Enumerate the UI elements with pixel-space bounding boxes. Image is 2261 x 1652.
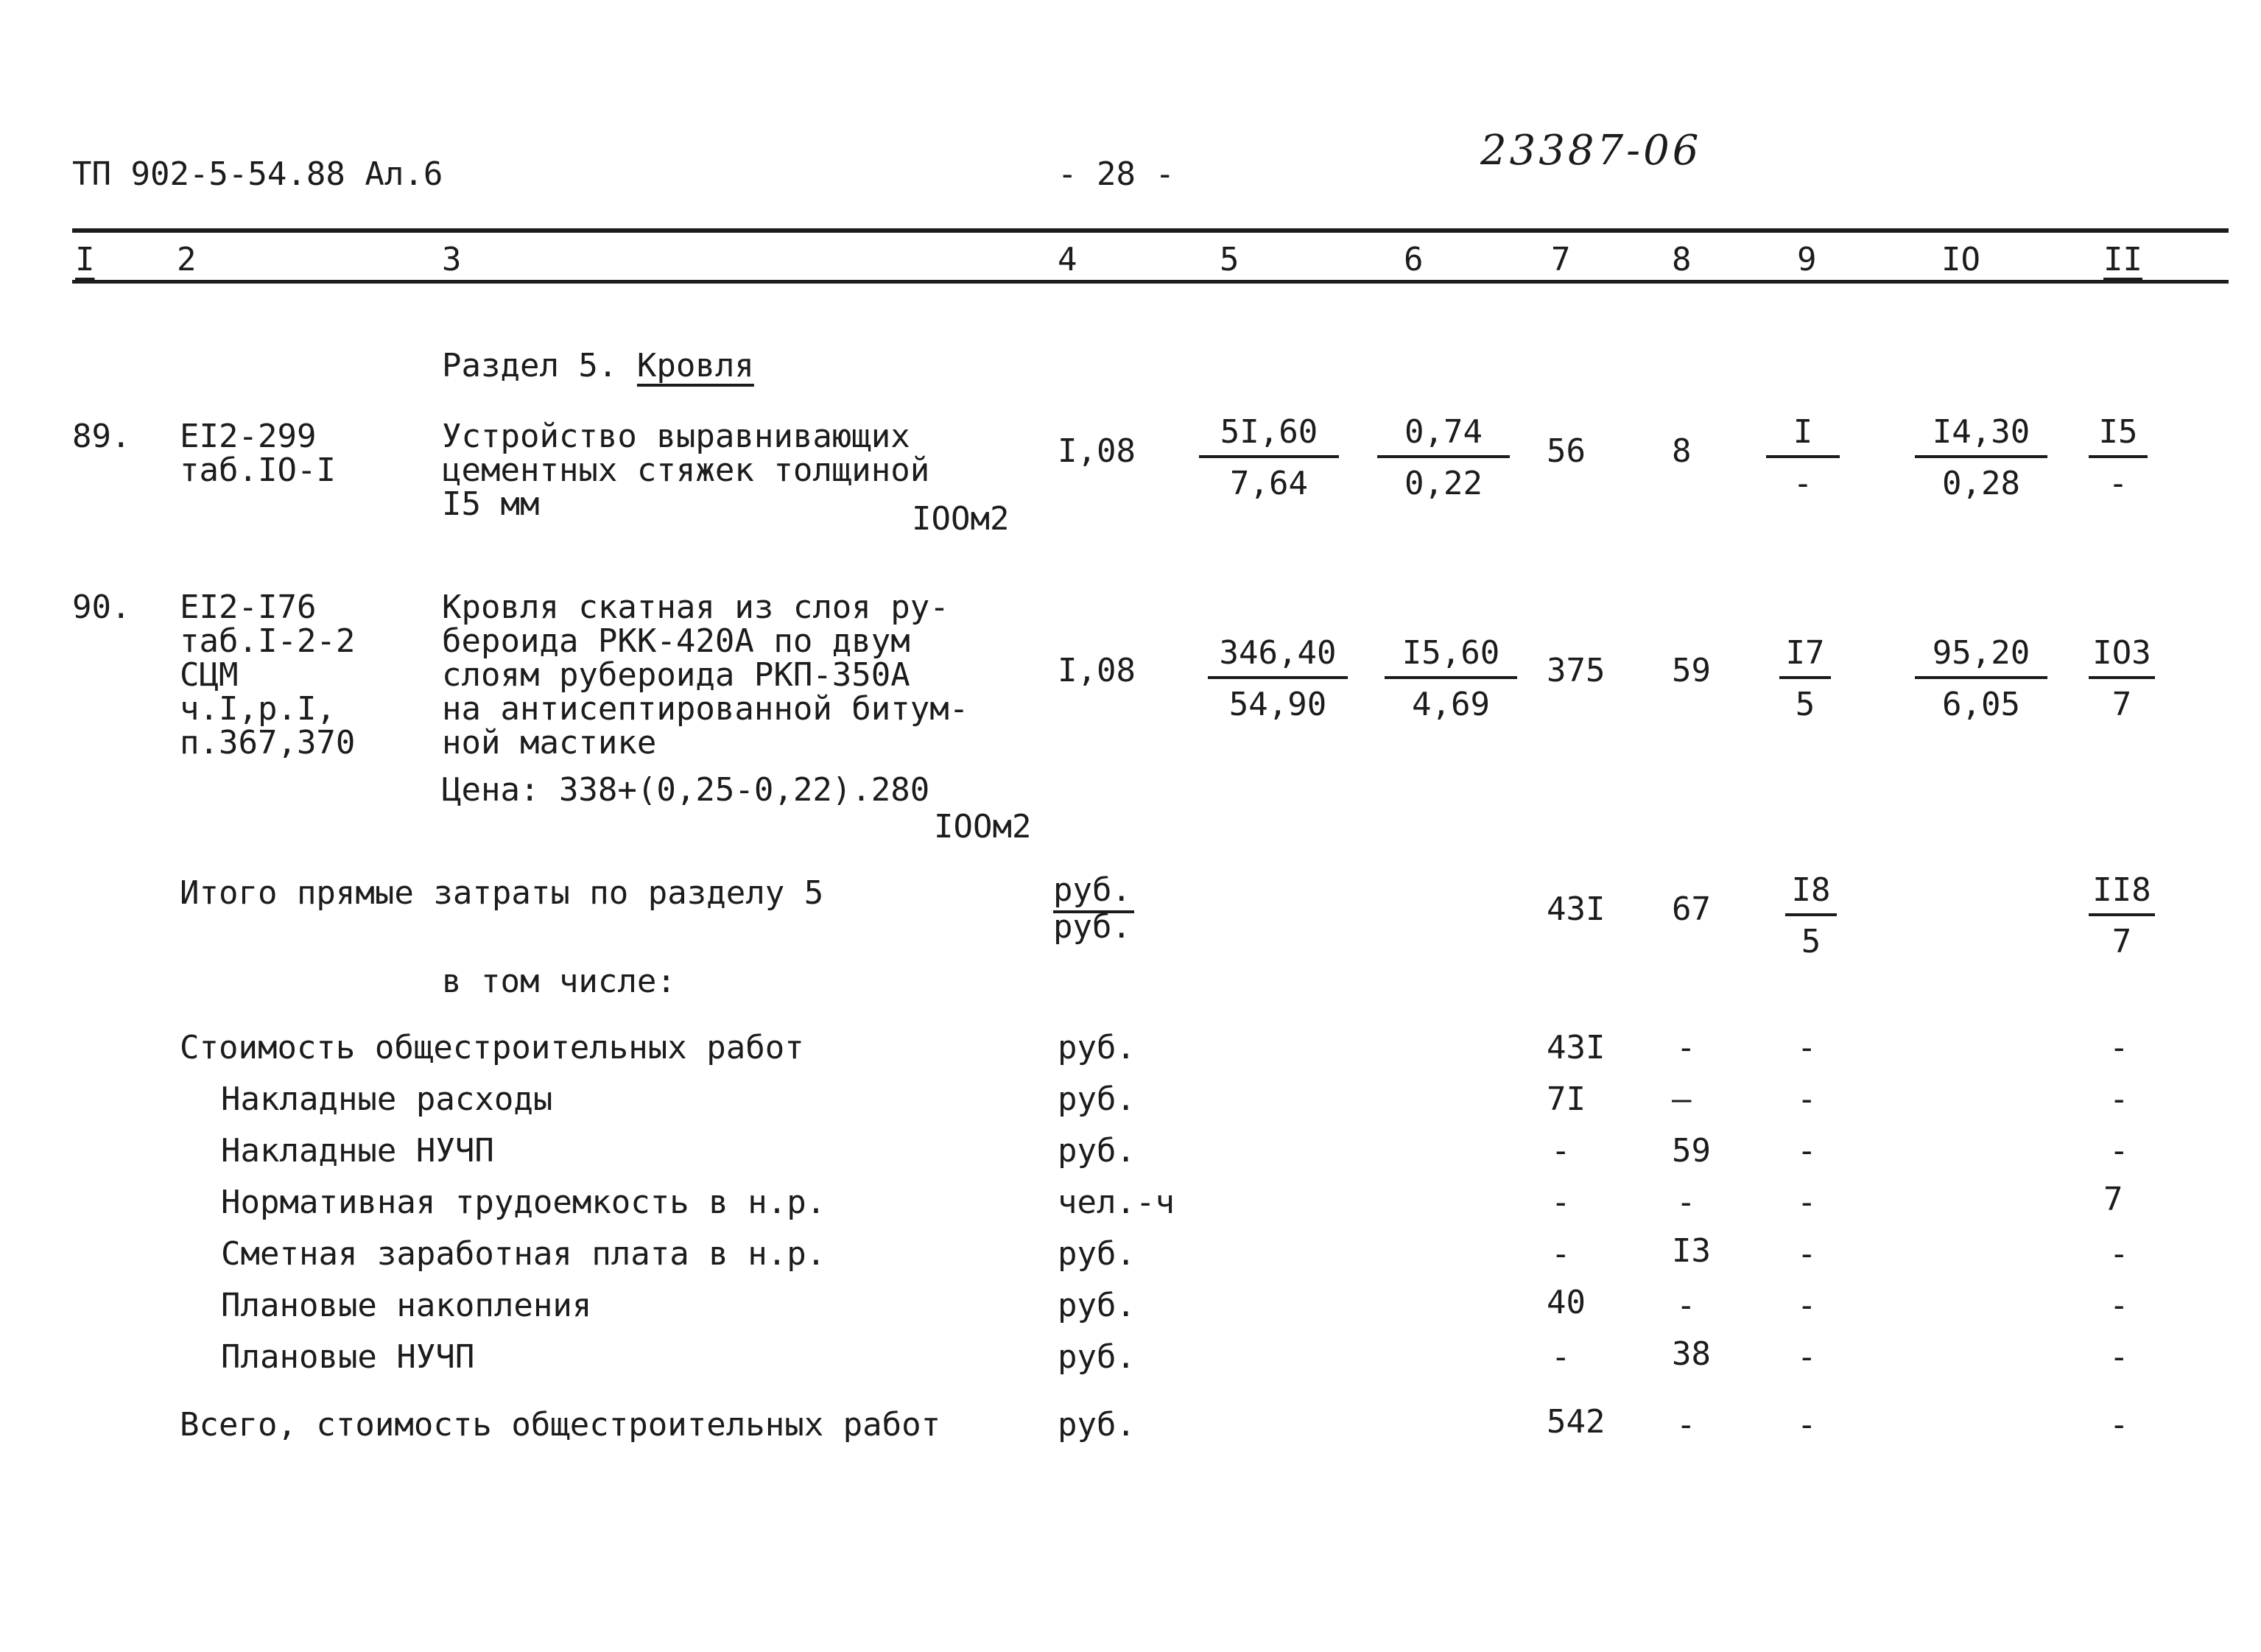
quantity: I,08 [1058, 652, 1136, 689]
breakdown-label: Нормативная трудоемкость в н.р. [221, 1184, 826, 1221]
col-10-bottom: 6,05 [1942, 686, 2020, 723]
breakdown-unit: руб. [1058, 1132, 1136, 1170]
breakdown-col-11: - [2109, 1132, 2129, 1170]
col-7-number: 7 [1551, 241, 1571, 278]
total-col-7: 43I [1547, 890, 1606, 928]
price-formula: Цена: 338+(0,25-0,22).280 [442, 771, 930, 809]
grand-total-col-8: - [1676, 1406, 1696, 1444]
col-8-value: 59 [1672, 652, 1711, 689]
breakdown-col-11: - [2109, 1287, 2129, 1324]
grand-total-col-7: 542 [1547, 1403, 1606, 1441]
breakdown-label: Накладные НУЧП [221, 1132, 494, 1170]
work-description-line: на антисептированной битум- [442, 690, 969, 728]
col-8-number: 8 [1672, 241, 1692, 278]
col-11-bottom: 7 [2111, 686, 2132, 723]
breakdown-col-9: - [1797, 1287, 1817, 1324]
breakdown-col-11: - [2109, 1235, 2129, 1273]
col-9-top: I [1766, 414, 1840, 458]
col-4-number: 4 [1058, 241, 1077, 278]
measure-unit: IOOм2 [934, 808, 1032, 846]
breakdown-col-7: - [1551, 1235, 1571, 1273]
total-label: Итого прямые затраты по разделу 5 [180, 874, 824, 912]
col-6-cost [1385, 635, 1517, 723]
col-9-number: 9 [1797, 241, 1817, 278]
col-6-cost [1377, 414, 1510, 502]
grand-total-unit: руб. [1058, 1406, 1136, 1444]
breakdown-unit: руб. [1058, 1287, 1136, 1324]
rate-source-part: ч.I,р.I, [180, 690, 336, 728]
breakdown-col-11: - [2109, 1080, 2129, 1118]
col-10-number: IO [1941, 241, 1980, 278]
col-5-cost [1199, 414, 1339, 502]
col-11-top: IO3 [2089, 635, 2155, 679]
grand-total-col-11: - [2109, 1406, 2129, 1444]
col-5-top: 5I,60 [1199, 414, 1339, 458]
breakdown-col-9: - [1797, 1029, 1817, 1066]
work-description-line: слоям рубероида РКП-350А [442, 656, 910, 694]
col-6-bottom: 0,22 [1404, 465, 1483, 502]
breakdown-label: Сметная заработная плата в н.р. [221, 1235, 826, 1273]
breakdown-col-9: - [1797, 1184, 1817, 1221]
total-col-11 [2089, 872, 2155, 960]
col-10-top: I4,30 [1915, 414, 2047, 458]
breakdown-col-9: - [1797, 1132, 1817, 1170]
col-9-bottom: - [1793, 465, 1813, 502]
col-10-top: 95,20 [1915, 635, 2047, 679]
col-5-top: 346,40 [1208, 635, 1348, 679]
col-11-top: I5 [2089, 414, 2148, 458]
breakdown-col-8: 38 [1672, 1335, 1711, 1373]
breakdown-col-11: - [2109, 1029, 2129, 1066]
work-description-line: Кровля скатная из слоя ру- [442, 588, 949, 626]
total-col-9-top: I8 [1785, 872, 1837, 916]
breakdown-col-8: - [1676, 1029, 1696, 1066]
work-description-line: Устройство выравнивающих [442, 418, 910, 455]
col-9-top: I7 [1779, 635, 1831, 679]
work-description-line: I5 мм [442, 485, 540, 523]
breakdown-unit: чел.-ч [1058, 1184, 1175, 1221]
section-title-name: Кровля [636, 347, 754, 384]
col-5-bottom: 54,90 [1228, 686, 1327, 723]
col-11-value [2089, 635, 2155, 723]
row-number: 90. [72, 588, 131, 626]
col-9-value [1766, 414, 1840, 502]
col-3-number: 3 [442, 241, 462, 278]
breakdown-col-7: 43I [1547, 1029, 1606, 1066]
header-rule-top [72, 228, 2229, 233]
breakdown-col-11: 7 [2103, 1181, 2123, 1218]
rate-table: таб.I-2-2 [180, 622, 356, 660]
breakdown-unit: руб. [1058, 1235, 1136, 1273]
header-rule-bottom [72, 280, 2229, 284]
col-5-cost [1208, 635, 1348, 723]
breakdown-col-7: - [1551, 1184, 1571, 1221]
quantity: I,08 [1058, 432, 1136, 470]
col-11-value [2089, 414, 2148, 502]
breakdown-label: Плановые накопления [221, 1287, 592, 1324]
col-6-top: 0,74 [1377, 414, 1510, 458]
breakdown-label: Накладные расходы [221, 1080, 553, 1118]
breakdown-unit: руб. [1058, 1029, 1136, 1066]
handwritten-number: 23387-06 [1480, 127, 1702, 175]
col-11-number: II [2103, 241, 2142, 278]
total-col-9 [1785, 872, 1837, 960]
breakdown-col-8: - [1676, 1287, 1696, 1324]
grand-total-col-9: - [1797, 1406, 1817, 1444]
breakdown-col-9: - [1797, 1235, 1817, 1273]
breakdown-col-8: — [1672, 1080, 1692, 1118]
breakdown-label: Стоимость общестроительных работ [180, 1029, 804, 1066]
col-2-number: 2 [177, 241, 197, 278]
total-col-9-bottom: 5 [1801, 923, 1821, 960]
rate-source: СЦМ [180, 656, 239, 694]
breakdown-unit: руб. [1058, 1338, 1136, 1376]
page-number: - 28 - [1058, 155, 1175, 193]
col-10-bottom: 0,28 [1942, 465, 2020, 502]
breakdown-col-8: I3 [1672, 1232, 1711, 1270]
rate-source-items: п.367,370 [180, 724, 356, 762]
col-1-number: I [75, 241, 95, 278]
col-5-number: 5 [1220, 241, 1239, 278]
breakdown-col-7: 40 [1547, 1284, 1586, 1321]
rate-table: таб.IO-I [180, 451, 336, 489]
breakdown-col-7: - [1551, 1132, 1571, 1170]
work-description-line: бероида РКК-420А по двум [442, 622, 910, 660]
measure-unit: IOOм2 [912, 500, 1010, 538]
row-number: 89. [72, 418, 131, 455]
grand-total-label: Всего, стоимость общестроительных работ [180, 1406, 941, 1444]
breakdown-col-9: - [1797, 1338, 1817, 1376]
section-title-prefix: Раздел 5. [442, 347, 618, 384]
document-code: ТП 902-5-54.88 Ал.6 [72, 155, 443, 193]
col-6-top: I5,60 [1385, 635, 1517, 679]
breakdown-label: Плановые НУЧП [221, 1338, 475, 1376]
breakdown-col-7: 7I [1547, 1080, 1586, 1118]
col-7-value: 56 [1547, 432, 1586, 470]
total-col-11-bottom: 7 [2111, 923, 2132, 960]
col-11-bottom: - [2108, 465, 2128, 502]
section-title [442, 348, 754, 384]
col-9-bottom: 5 [1795, 686, 1815, 723]
including-label: в том числе: [442, 963, 676, 1000]
total-unit [1053, 872, 1134, 946]
breakdown-col-9: - [1797, 1080, 1817, 1118]
work-description-line: цементных стяжек толщиной [442, 451, 930, 489]
breakdown-col-7: - [1551, 1338, 1571, 1376]
total-unit-top: руб. [1053, 872, 1134, 913]
breakdown-unit: руб. [1058, 1080, 1136, 1118]
col-10-value [1915, 414, 2047, 502]
col-6-number: 6 [1404, 241, 1424, 278]
rate-code: EI2-299 [180, 418, 317, 455]
breakdown-col-8: - [1676, 1184, 1696, 1221]
col-6-bottom: 4,69 [1412, 686, 1490, 723]
col-10-value [1915, 635, 2047, 723]
total-col-8: 67 [1672, 890, 1711, 928]
col-9-value [1779, 635, 1831, 723]
breakdown-col-8: 59 [1672, 1132, 1711, 1170]
total-unit-bottom: руб. [1053, 908, 1131, 946]
col-7-value: 375 [1547, 652, 1606, 689]
col-5-bottom: 7,64 [1230, 465, 1308, 502]
breakdown-col-11: - [2109, 1338, 2129, 1376]
rate-code: EI2-I76 [180, 588, 317, 626]
col-8-value: 8 [1672, 432, 1692, 470]
total-col-11-top: II8 [2089, 872, 2155, 916]
work-description-line: ной мастике [442, 724, 657, 762]
